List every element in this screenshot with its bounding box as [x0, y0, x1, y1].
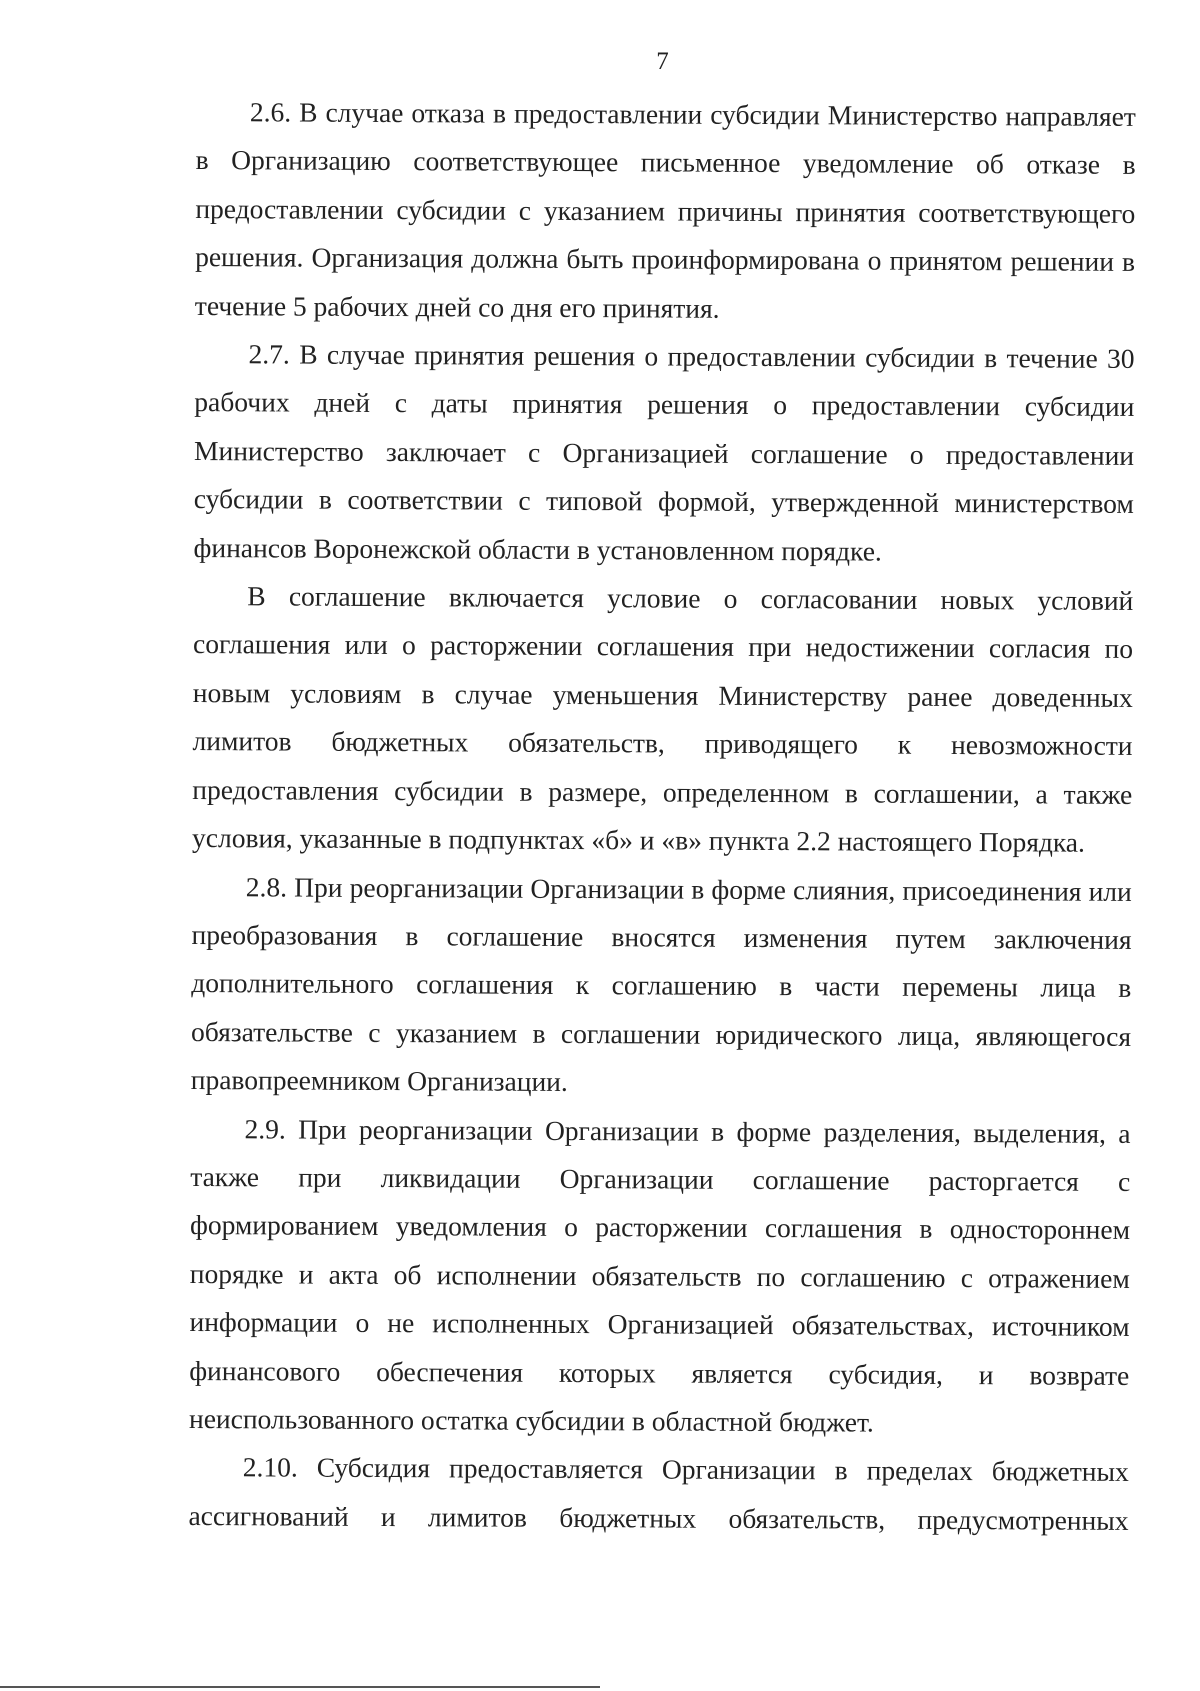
- paragraph-2-7: 2.7. В случае принятия решения о предоставлении субсидии в течение 30 рабочих дней с даты принятия решения о предоставлении субсидии Министерство заключает с Организацией соглашение о предоставлении субсидии в соответствии с типовой формой, утвержденной министерством финансов Воронежской области в установленном порядке.: [193, 338, 1135, 567]
- paragraph-2-9: 2.9. При реорганизации Организации в форме разделения, выделения, а также при ликвидации Организации соглашение расторгается с формированием уведомления о расторжении соглашения в одностороннем порядке и акта об исполнении обязательств по соглашению с отражением информации о не исполненных Организацией обязательствах, источником финансового обеспечения которых является субсидия, и возврате неиспользованного остатка субсидии в областной бюджет.: [188, 1112, 1131, 1438]
- page-number: 7: [656, 48, 669, 75]
- paragraph-2-8: 2.8. При реорганизации Организации в форме слияния, присоединения или преобразования в соглашение вносятся изменения путем заключения дополнительного соглашения к соглашению в части перемены лица в обязательстве с указанием в соглашении юридического лица, являющегося правопреемником Организации.: [190, 870, 1132, 1098]
- document-body: [188, 88, 1136, 1545]
- paragraph-2-7-continuation: В соглашение включается условие о согласовании новых условий соглашения или о расторжении соглашения при недостижении согласия по новым условиям в случае уменьшения Министерству ранее доведенных лимитов бюджетных обязательств, приводящего к невозможности предоставления субсидии в размере, определенном в соглашении, а также условия, указанные в подпунктах «б» и «в» пункта 2.2 настоящего Порядка.: [191, 580, 1134, 858]
- paragraph-2-10: 2.10. Субсидия предоставляется Организации в пределах бюджетных ассигнований и лимитов бюджетных обязательств, предусмотренных: [188, 1451, 1129, 1536]
- bottom-edge-line: [0, 1686, 600, 1688]
- paragraph-2-6: 2.6. В случае отказа в предоставлении субсидии Министерство направляет в Организацию соответствующее письменное уведомление об отказе в предоставлении субсидии с указанием причины принятия соответствующего решения. Организация должна быть проинформирована о принятом решении в течение 5 рабочих дней со дня его принятия.: [194, 96, 1136, 324]
